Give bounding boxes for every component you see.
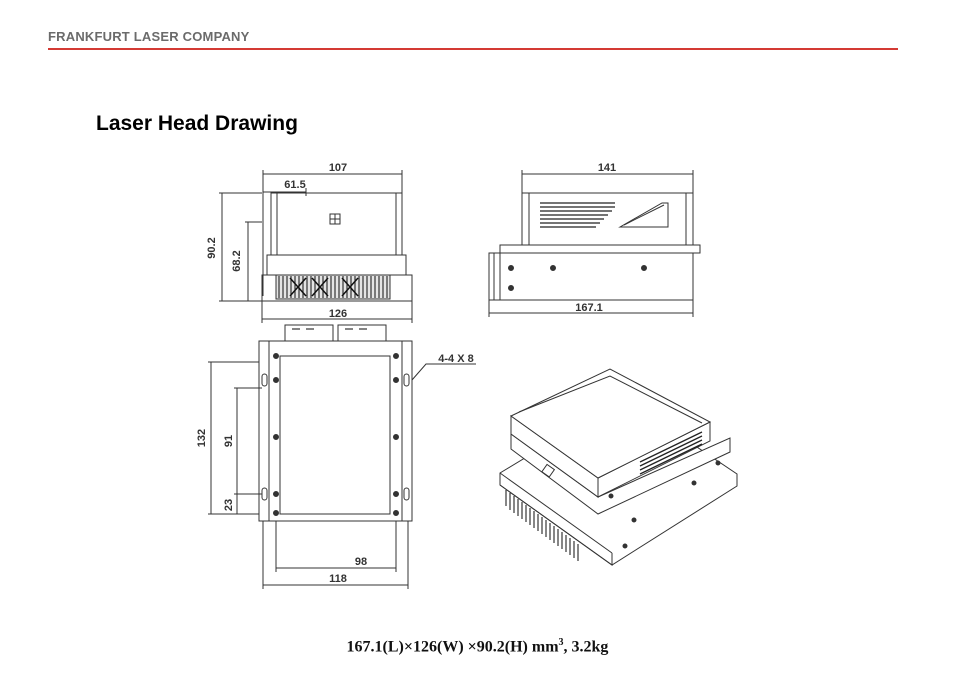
dim-height-total: 90.2	[206, 237, 218, 259]
dim-hole-offset: 23	[223, 498, 235, 512]
spec-weight: , 3.2kg	[563, 638, 609, 656]
dim-width-base: 126	[328, 308, 348, 320]
top-view	[208, 325, 476, 589]
spec-dimensions: 167.1(L)×126(W) ×90.2(H) mm	[346, 638, 559, 656]
side-view	[489, 170, 700, 317]
company-name: FRANKFURT LASER COMPANY	[48, 29, 250, 44]
front-view	[219, 170, 412, 323]
dim-depth-top: 141	[597, 162, 617, 174]
dim-hole-pitch-x: 98	[354, 556, 368, 568]
spec-superscript: 3	[558, 637, 564, 648]
isometric-view	[500, 369, 737, 565]
dim-length: 132	[196, 428, 208, 448]
dim-hole-pitch-y: 91	[223, 434, 235, 448]
dim-width: 118	[329, 573, 347, 585]
dim-depth-total: 167.1	[575, 302, 603, 314]
dim-offset: 61.5	[284, 179, 306, 191]
spec-line	[0, 637, 955, 656]
dim-width-top: 107	[328, 162, 348, 174]
dim-hole-spec: 4-4 X 8	[438, 353, 474, 365]
dim-height-body: 68.2	[231, 250, 243, 272]
page-title: Laser Head Drawing	[96, 112, 298, 135]
